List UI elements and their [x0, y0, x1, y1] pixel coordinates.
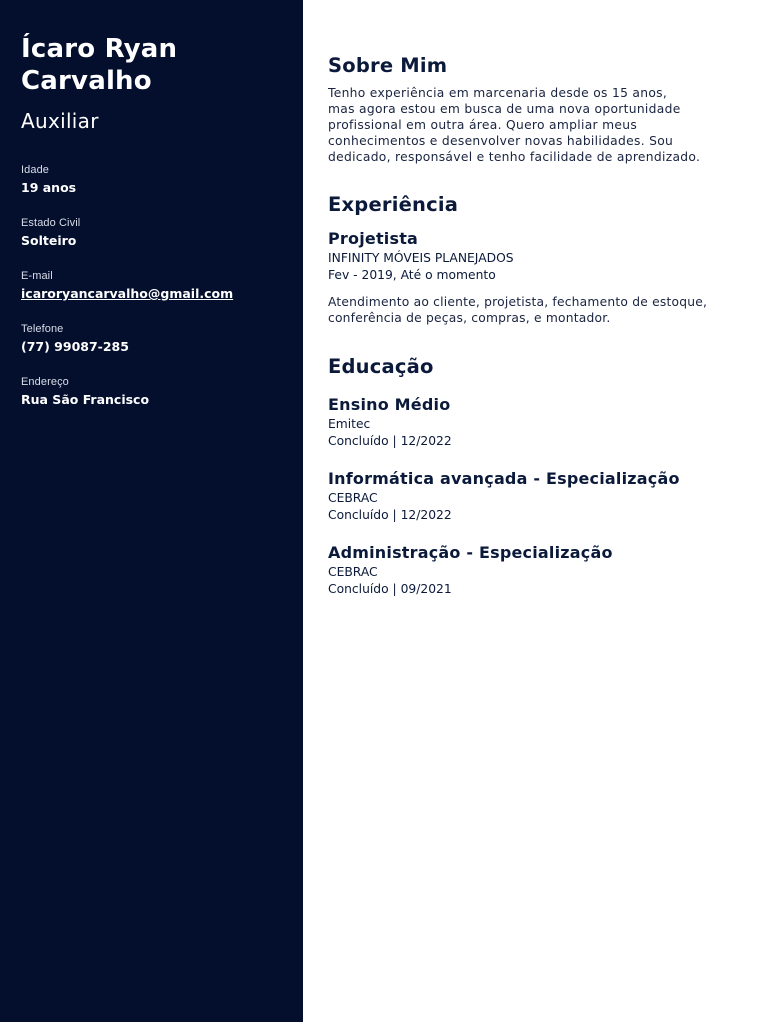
education-section	[328, 354, 738, 598]
education-course: Informática avançada - Especialização	[328, 469, 680, 488]
info-value: (77) 99087-285	[21, 339, 129, 354]
info-label: Telefone	[21, 323, 64, 335]
info-label: Endereço	[21, 376, 69, 388]
experience-period: Fev - 2019, Até o momento	[328, 268, 496, 282]
about-line: profissional em outra área. Quero ampliar meus	[328, 118, 638, 132]
candidate-name	[21, 33, 282, 97]
candidate-role: Auxiliar	[21, 109, 99, 133]
about-text	[328, 85, 738, 165]
about-line: conhecimentos e desenvolver novas habilidades. Sou	[328, 134, 674, 148]
about-line: dedicado, responsável e tenho facilidade de aprendizado.	[328, 150, 701, 164]
info-email	[21, 269, 282, 303]
about-line: Tenho experiência em marcenaria desde os 15 anos,	[328, 86, 668, 100]
info-label: Estado Civil	[21, 217, 81, 229]
email-link[interactable]: icaroryancarvalho@gmail.com	[21, 286, 234, 301]
info-phone	[21, 322, 282, 356]
section-title-experience: Experiência	[328, 193, 459, 216]
education-entry	[328, 468, 738, 524]
info-marital-status	[21, 216, 282, 250]
description-line: Atendimento ao cliente, projetista, fechamento de estoque,	[328, 295, 708, 309]
about-line: mas agora estou em busca de uma nova oportunidade	[328, 102, 681, 116]
about-section	[328, 53, 738, 165]
info-label: Idade	[21, 164, 50, 176]
experience-entry	[328, 228, 738, 326]
education-school: CEBRAC	[328, 491, 378, 505]
sidebar	[0, 0, 303, 1022]
education-status: Concluído | 12/2022	[328, 434, 452, 448]
education-school: CEBRAC	[328, 565, 378, 579]
experience-company: INFINITY MÓVEIS PLANEJADOS	[328, 251, 514, 265]
personal-info-list	[21, 163, 282, 409]
info-value: 19 anos	[21, 180, 77, 195]
name-line-2: Carvalho	[21, 66, 152, 96]
main-content	[328, 53, 738, 598]
name-line-1: Ícaro Ryan	[21, 34, 178, 64]
info-label: E-mail	[21, 270, 53, 282]
experience-section	[328, 192, 738, 326]
info-value: Rua São Francisco	[21, 392, 150, 407]
education-status: Concluído | 09/2021	[328, 582, 452, 596]
education-entry	[328, 542, 738, 598]
education-course: Administração - Especialização	[328, 543, 613, 562]
education-course: Ensino Médio	[328, 395, 451, 414]
description-line: conferência de peças, compras, e montador.	[328, 311, 611, 325]
experience-role: Projetista	[328, 229, 419, 248]
education-school: Emitec	[328, 417, 371, 431]
education-status: Concluído | 12/2022	[328, 508, 452, 522]
info-value: Solteiro	[21, 233, 77, 248]
info-address	[21, 375, 282, 409]
info-age	[21, 163, 282, 197]
education-entry	[328, 394, 738, 450]
section-title-education: Educação	[328, 355, 434, 378]
experience-description	[328, 294, 738, 326]
section-title-about: Sobre Mim	[328, 54, 448, 77]
